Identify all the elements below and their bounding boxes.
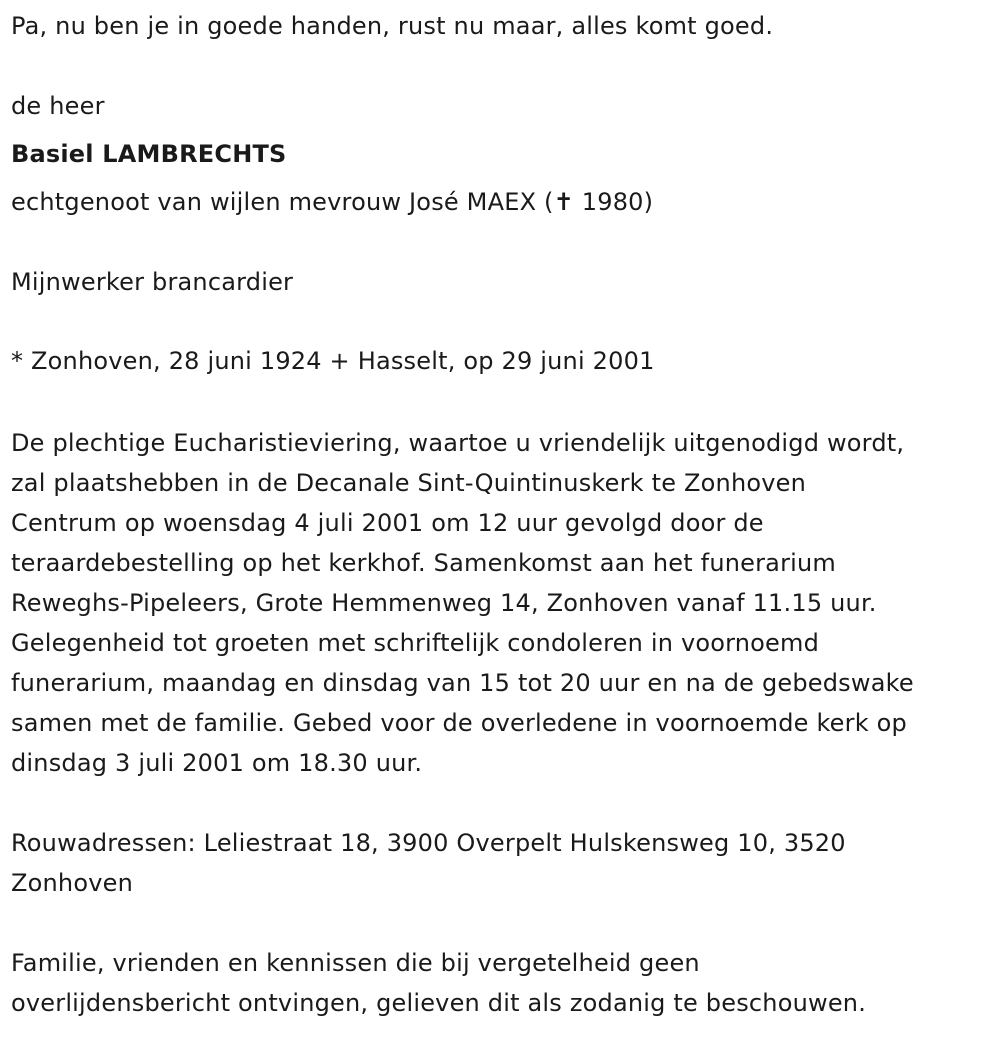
cross-icon: ✝ — [553, 188, 574, 216]
ceremony-line: samen met de familie. Gebed voor de overledene in voornoemde kerk op — [11, 709, 907, 737]
ceremony-line: Gelegenheid tot groeten met schriftelijk condoleren in voornoemd — [11, 629, 820, 657]
occupation: Mijnwerker brancardier — [11, 268, 294, 296]
mourning-addresses — [11, 823, 991, 903]
ceremony-line: teraardebestelling op het kerkhof. Samenkomst aan het funerarium — [11, 549, 837, 577]
notice-line: Familie, vrienden en kennissen die bij vergetelheid geen — [11, 949, 700, 977]
honorific: de heer — [11, 92, 105, 120]
ceremony-line: funerarium, maandag en dinsdag van 15 tot 20 uur en na de gebedswake — [11, 669, 914, 697]
ceremony-line: zal plaatshebben in de Decanale Sint-Quintinuskerk te Zonhoven — [11, 469, 807, 497]
notice-line: overlijdensbericht ontvingen, gelieven dit als zodanig te beschouwen. — [11, 989, 867, 1017]
ceremony-line: De plechtige Eucharistieviering, waartoe u vriendelijk uitgenodigd wordt, — [11, 429, 905, 457]
address-line: Rouwadressen: Leliestraat 18, 3900 Overpelt Hulskensweg 10, 3520 — [11, 829, 846, 857]
address-line: Zonhoven — [11, 869, 134, 897]
ceremony-line: dinsdag 3 juli 2001 om 18.30 uur. — [11, 749, 423, 777]
farewell-quote: Pa, nu ben je in goede handen, rust nu maar, alles komt goed. — [11, 12, 774, 40]
spouse-line — [11, 184, 653, 220]
ceremony-line: Centrum op woensdag 4 juli 2001 om 12 uur gevolgd door de — [11, 509, 764, 537]
birth-death-dates: * Zonhoven, 28 juni 1924 + Hasselt, op 29 juni 2001 — [11, 347, 655, 375]
spouse-death-year: 1980) — [573, 188, 654, 216]
ceremony-paragraph — [11, 423, 991, 783]
closing-notice — [11, 943, 991, 1023]
ceremony-line: Reweghs-Pipeleers, Grote Hemmenweg 14, Zonhoven vanaf 11.15 uur. — [11, 589, 877, 617]
spouse-text: echtgenoot van wijlen mevrouw José MAEX ( — [11, 188, 554, 216]
deceased-name: Basiel LAMBRECHTS — [11, 140, 287, 168]
